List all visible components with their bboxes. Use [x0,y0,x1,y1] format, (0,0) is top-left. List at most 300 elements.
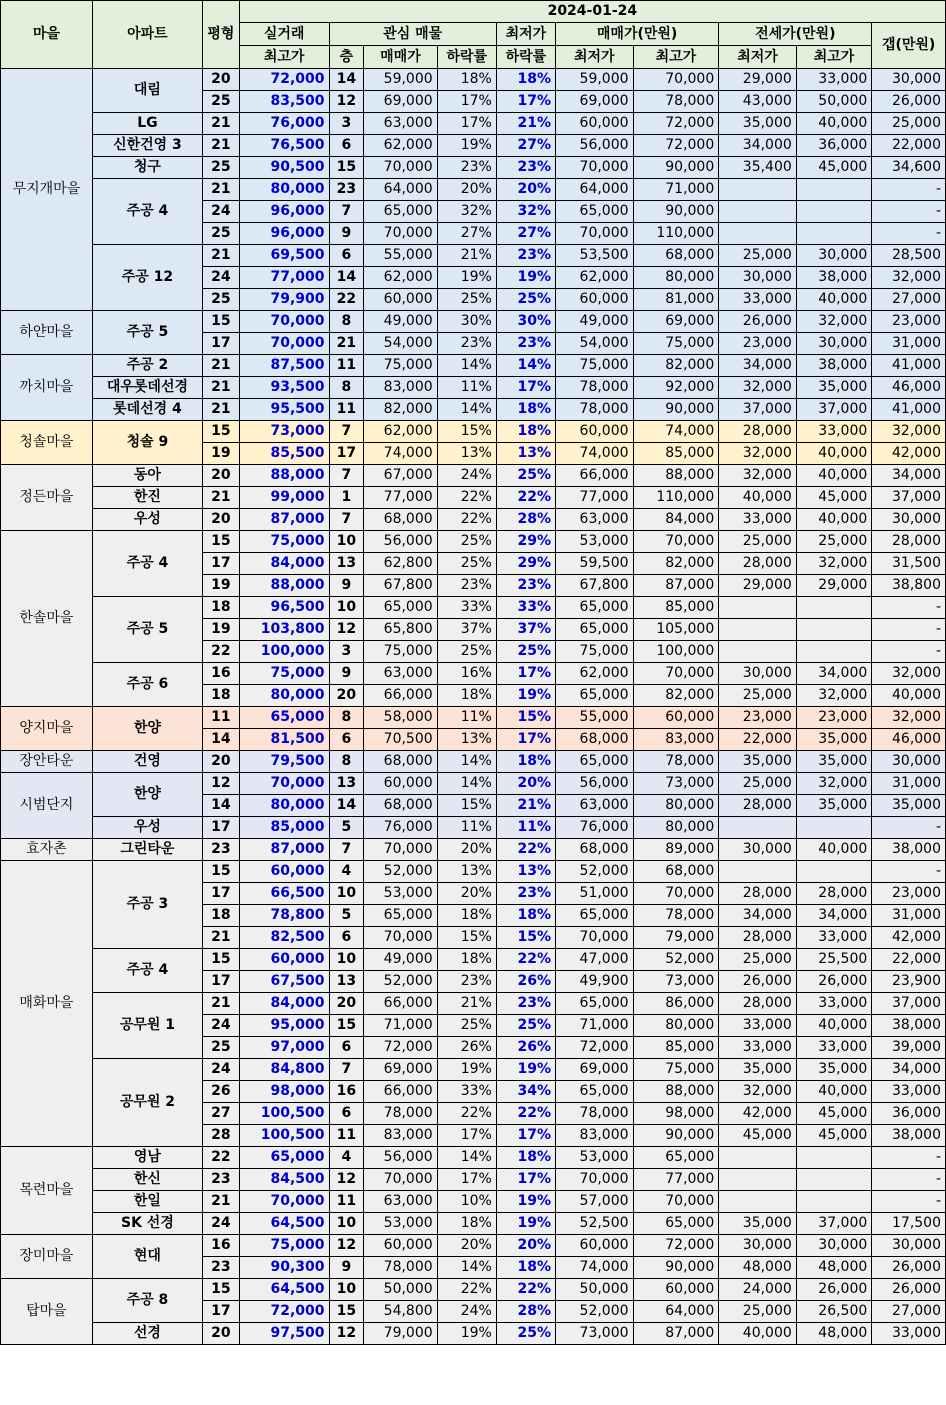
actual-max-cell: 78,800 [239,905,329,927]
sale-max-cell: 68,000 [633,245,719,267]
lowest-drop-rate-cell: 33% [496,597,555,619]
gap-cell: 36,000 [872,1103,946,1125]
sale-max-cell: 73,000 [633,971,719,993]
header-gap: 갭(만원) [872,23,946,69]
lowest-drop-rate-cell: 13% [496,443,555,465]
gap-cell: 32,000 [872,707,946,729]
sale-max-cell: 82,000 [633,685,719,707]
jeonse-max-cell: 34,000 [796,663,872,685]
jeonse-min-cell [719,179,797,201]
actual-max-cell: 76,000 [239,113,329,135]
lowest-drop-rate-cell: 23% [496,883,555,905]
drop-rate-cell: 19% [437,1059,496,1081]
sale-min-cell: 51,000 [556,883,634,905]
sale-max-cell: 80,000 [633,795,719,817]
lowest-drop-rate-cell: 29% [496,531,555,553]
pyeong-cell: 18 [203,905,240,927]
apartment-cell: 청구 [92,157,202,179]
gap-cell: 34,600 [872,157,946,179]
jeonse-min-cell: 23,000 [719,707,797,729]
actual-max-cell: 75,000 [239,531,329,553]
gap-cell: 34,000 [872,1059,946,1081]
table-row [1,839,946,861]
apartment-cell: 공무원 2 [92,1059,202,1147]
sale-price-cell: 56,000 [364,1147,437,1169]
actual-max-cell: 100,500 [239,1103,329,1125]
lowest-drop-rate-cell: 17% [496,377,555,399]
apartment-cell: 한일 [92,1191,202,1213]
pyeong-cell: 18 [203,597,240,619]
pyeong-cell: 18 [203,685,240,707]
jeonse-max-cell [796,1147,872,1169]
sale-price-cell: 65,800 [364,619,437,641]
floor-cell: 15 [329,1301,364,1323]
drop-rate-cell: 15% [437,927,496,949]
drop-rate-cell: 10% [437,1191,496,1213]
sale-min-cell: 75,000 [556,355,634,377]
floor-cell: 8 [329,751,364,773]
gap-cell: 32,000 [872,421,946,443]
drop-rate-cell: 14% [437,751,496,773]
actual-max-cell: 64,500 [239,1279,329,1301]
actual-max-cell: 79,900 [239,289,329,311]
header-sale-range: 매매가(만원) [556,23,719,46]
apartment-cell: 선경 [92,1323,202,1345]
jeonse-max-cell [796,223,872,245]
sale-min-cell: 47,000 [556,949,634,971]
apartment-cell: 공무원 1 [92,993,202,1059]
actual-max-cell: 99,000 [239,487,329,509]
lowest-drop-rate-cell: 22% [496,1103,555,1125]
floor-cell: 4 [329,861,364,883]
sale-min-cell: 75,000 [556,641,634,663]
pyeong-cell: 15 [203,949,240,971]
actual-max-cell: 100,500 [239,1125,329,1147]
gap-cell: 42,000 [872,927,946,949]
lowest-drop-rate-cell: 22% [496,487,555,509]
sale-price-cell: 69,000 [364,1059,437,1081]
jeonse-min-cell: 35,400 [719,157,797,179]
jeonse-max-cell [796,619,872,641]
pyeong-cell: 15 [203,531,240,553]
jeonse-max-cell: 32,000 [796,773,872,795]
apartment-cell: LG [92,113,202,135]
drop-rate-cell: 24% [437,1301,496,1323]
floor-cell: 6 [329,135,364,157]
jeonse-max-cell: 40,000 [796,465,872,487]
floor-cell: 13 [329,553,364,575]
pyeong-cell: 25 [203,1037,240,1059]
jeonse-min-cell: 25,000 [719,531,797,553]
jeonse-min-cell: 34,000 [719,355,797,377]
table-row [1,157,946,179]
pyeong-cell: 22 [203,1147,240,1169]
sale-max-cell: 85,000 [633,597,719,619]
sale-max-cell: 110,000 [633,487,719,509]
lowest-drop-rate-cell: 15% [496,927,555,949]
jeonse-min-cell [719,597,797,619]
gap-cell: 33,000 [872,1323,946,1345]
sale-price-cell: 66,000 [364,685,437,707]
jeonse-max-cell: 33,000 [796,69,872,91]
jeonse-max-cell: 28,000 [796,883,872,905]
floor-cell: 6 [329,1103,364,1125]
sale-min-cell: 54,000 [556,333,634,355]
gap-cell: 23,000 [872,883,946,905]
sale-price-cell: 60,000 [364,289,437,311]
apartment-cell: 신한건영 3 [92,135,202,157]
jeonse-max-cell [796,817,872,839]
lowest-drop-rate-cell: 18% [496,399,555,421]
lowest-drop-rate-cell: 19% [496,267,555,289]
lowest-drop-rate-cell: 18% [496,905,555,927]
table-row [1,597,946,619]
header-sale-min: 최저가 [556,46,634,69]
floor-cell: 20 [329,685,364,707]
lowest-drop-rate-cell: 23% [496,245,555,267]
floor-cell: 1 [329,487,364,509]
gap-cell: 37,000 [872,487,946,509]
floor-cell: 11 [329,355,364,377]
village-cell: 장안타운 [1,751,93,773]
header-pyeong: 평형 [203,1,240,69]
sale-price-cell: 63,000 [364,663,437,685]
village-cell: 정든마을 [1,465,93,531]
jeonse-min-cell [719,619,797,641]
sale-price-cell: 70,000 [364,223,437,245]
table-row [1,663,946,685]
floor-cell: 20 [329,993,364,1015]
jeonse-min-cell: 30,000 [719,839,797,861]
floor-cell: 7 [329,421,364,443]
actual-max-cell: 84,000 [239,553,329,575]
village-cell: 한솔마을 [1,531,93,707]
drop-rate-cell: 22% [437,509,496,531]
header-village: 마을 [1,1,93,69]
pyeong-cell: 20 [203,465,240,487]
jeonse-max-cell: 25,500 [796,949,872,971]
actual-max-cell: 96,000 [239,223,329,245]
table-row [1,707,946,729]
pyeong-cell: 20 [203,1323,240,1345]
sale-price-cell: 70,500 [364,729,437,751]
pyeong-cell: 24 [203,267,240,289]
jeonse-max-cell [796,201,872,223]
pyeong-cell: 21 [203,377,240,399]
gap-cell: 31,000 [872,333,946,355]
sale-price-cell: 65,000 [364,905,437,927]
pyeong-cell: 21 [203,245,240,267]
jeonse-min-cell [719,1191,797,1213]
table-row [1,465,946,487]
jeonse-min-cell [719,861,797,883]
sale-price-cell: 52,000 [364,861,437,883]
jeonse-min-cell: 28,000 [719,927,797,949]
gap-cell: 46,000 [872,729,946,751]
floor-cell: 8 [329,707,364,729]
jeonse-max-cell: 37,000 [796,399,872,421]
sale-max-cell: 70,000 [633,883,719,905]
drop-rate-cell: 18% [437,905,496,927]
sale-max-cell: 88,000 [633,1081,719,1103]
drop-rate-cell: 14% [437,399,496,421]
gap-cell: - [872,597,946,619]
sale-max-cell: 79,000 [633,927,719,949]
gap-cell: 38,000 [872,1125,946,1147]
lowest-drop-rate-cell: 23% [496,157,555,179]
drop-rate-cell: 13% [437,729,496,751]
sale-price-cell: 53,000 [364,883,437,905]
floor-cell: 12 [329,1169,364,1191]
lowest-drop-rate-cell: 23% [496,993,555,1015]
sale-price-cell: 62,000 [364,267,437,289]
floor-cell: 10 [329,531,364,553]
floor-cell: 6 [329,245,364,267]
floor-cell: 3 [329,113,364,135]
pyeong-cell: 19 [203,443,240,465]
actual-max-cell: 60,000 [239,861,329,883]
lowest-drop-rate-cell: 22% [496,949,555,971]
table-row [1,1235,946,1257]
jeonse-min-cell: 33,000 [719,509,797,531]
sale-min-cell: 69,000 [556,91,634,113]
sale-min-cell: 52,500 [556,1213,634,1235]
sale-max-cell: 90,000 [633,157,719,179]
header-sale-max: 최고가 [633,46,719,69]
sale-max-cell: 70,000 [633,663,719,685]
gap-cell: - [872,179,946,201]
gap-cell: - [872,817,946,839]
jeonse-min-cell: 25,000 [719,685,797,707]
gap-cell: 25,000 [872,113,946,135]
floor-cell: 12 [329,1235,364,1257]
lowest-drop-rate-cell: 22% [496,1279,555,1301]
floor-cell: 10 [329,949,364,971]
sale-min-cell: 67,800 [556,575,634,597]
sale-min-cell: 76,000 [556,817,634,839]
gap-cell: 17,500 [872,1213,946,1235]
pyeong-cell: 17 [203,971,240,993]
sale-min-cell: 72,000 [556,1037,634,1059]
jeonse-max-cell: 40,000 [796,1015,872,1037]
sale-max-cell: 77,000 [633,1169,719,1191]
sale-min-cell: 66,000 [556,465,634,487]
pyeong-cell: 15 [203,1279,240,1301]
lowest-drop-rate-cell: 34% [496,1081,555,1103]
jeonse-min-cell: 26,000 [719,971,797,993]
sale-max-cell: 73,000 [633,773,719,795]
sale-max-cell: 78,000 [633,751,719,773]
jeonse-min-cell [719,1147,797,1169]
village-cell: 탑마을 [1,1279,93,1345]
lowest-drop-rate-cell: 25% [496,465,555,487]
sale-price-cell: 65,000 [364,201,437,223]
sale-price-cell: 55,000 [364,245,437,267]
header-jeonse-min: 최저가 [719,46,797,69]
actual-max-cell: 84,500 [239,1169,329,1191]
sale-min-cell: 65,000 [556,619,634,641]
sale-max-cell: 84,000 [633,509,719,531]
table-row [1,861,946,883]
jeonse-max-cell: 35,000 [796,795,872,817]
pyeong-cell: 19 [203,575,240,597]
gap-cell: - [872,1191,946,1213]
actual-max-cell: 84,800 [239,1059,329,1081]
lowest-drop-rate-cell: 32% [496,201,555,223]
pyeong-cell: 12 [203,773,240,795]
drop-rate-cell: 20% [437,179,496,201]
pyeong-cell: 17 [203,1301,240,1323]
sale-min-cell: 70,000 [556,223,634,245]
drop-rate-cell: 25% [437,531,496,553]
actual-max-cell: 85,000 [239,817,329,839]
sale-max-cell: 72,000 [633,113,719,135]
sale-price-cell: 78,000 [364,1103,437,1125]
drop-rate-cell: 19% [437,135,496,157]
floor-cell: 7 [329,201,364,223]
jeonse-max-cell: 36,000 [796,135,872,157]
actual-max-cell: 72,000 [239,69,329,91]
floor-cell: 8 [329,377,364,399]
sale-price-cell: 75,000 [364,641,437,663]
sale-min-cell: 68,000 [556,839,634,861]
village-cell: 시범단지 [1,773,93,839]
pyeong-cell: 24 [203,201,240,223]
village-cell: 청솔마을 [1,421,93,465]
actual-max-cell: 70,000 [239,311,329,333]
jeonse-min-cell: 29,000 [719,575,797,597]
drop-rate-cell: 17% [437,1169,496,1191]
sale-min-cell: 65,000 [556,905,634,927]
sale-max-cell: 74,000 [633,421,719,443]
header-jeonse-max: 최고가 [796,46,872,69]
jeonse-min-cell: 45,000 [719,1125,797,1147]
lowest-drop-rate-cell: 23% [496,333,555,355]
header-floor: 층 [329,46,364,69]
drop-rate-cell: 27% [437,223,496,245]
table-row [1,751,946,773]
apartment-cell: 주공 6 [92,663,202,707]
apartment-cell: 주공 4 [92,531,202,597]
jeonse-max-cell: 35,000 [796,729,872,751]
actual-max-cell: 72,000 [239,1301,329,1323]
actual-max-cell: 75,000 [239,1235,329,1257]
apartment-cell: 청솔 9 [92,421,202,465]
actual-max-cell: 85,500 [239,443,329,465]
sale-min-cell: 78,000 [556,399,634,421]
sale-max-cell: 87,000 [633,575,719,597]
jeonse-min-cell: 28,000 [719,883,797,905]
table-row [1,487,946,509]
actual-max-cell: 90,500 [239,157,329,179]
sale-min-cell: 60,000 [556,421,634,443]
pyeong-cell: 21 [203,399,240,421]
table-row [1,993,946,1015]
floor-cell: 10 [329,1279,364,1301]
floor-cell: 23 [329,179,364,201]
apartment-cell: 주공 5 [92,597,202,663]
drop-rate-cell: 18% [437,1213,496,1235]
pyeong-cell: 21 [203,135,240,157]
actual-max-cell: 87,000 [239,509,329,531]
jeonse-max-cell [796,597,872,619]
sale-max-cell: 81,000 [633,289,719,311]
gap-cell: - [872,619,946,641]
header-actual-max: 최고가 [239,46,329,69]
gap-cell: 23,000 [872,311,946,333]
jeonse-max-cell: 32,000 [796,553,872,575]
lowest-drop-rate-cell: 28% [496,1301,555,1323]
actual-max-cell: 93,500 [239,377,329,399]
sale-price-cell: 52,000 [364,971,437,993]
gap-cell: 26,000 [872,1257,946,1279]
floor-cell: 12 [329,1323,364,1345]
actual-max-cell: 96,500 [239,597,329,619]
sale-price-cell: 70,000 [364,927,437,949]
gap-cell: 31,000 [872,773,946,795]
jeonse-max-cell [796,1169,872,1191]
gap-cell: 32,000 [872,267,946,289]
jeonse-min-cell: 40,000 [719,487,797,509]
pyeong-cell: 17 [203,333,240,355]
sale-price-cell: 71,000 [364,1015,437,1037]
sale-price-cell: 83,000 [364,1125,437,1147]
table-row [1,69,946,91]
jeonse-min-cell: 35,000 [719,751,797,773]
jeonse-min-cell: 30,000 [719,267,797,289]
lowest-drop-rate-cell: 19% [496,685,555,707]
apartment-cell: 주공 8 [92,1279,202,1323]
jeonse-max-cell: 35,000 [796,751,872,773]
lowest-drop-rate-cell: 25% [496,1323,555,1345]
floor-cell: 3 [329,641,364,663]
sale-min-cell: 60,000 [556,113,634,135]
sale-price-cell: 60,000 [364,1235,437,1257]
sale-min-cell: 78,000 [556,377,634,399]
actual-max-cell: 70,000 [239,1191,329,1213]
jeonse-min-cell: 28,000 [719,421,797,443]
gap-cell: 27,000 [872,289,946,311]
gap-cell: 33,000 [872,1081,946,1103]
drop-rate-cell: 26% [437,1037,496,1059]
floor-cell: 13 [329,971,364,993]
pyeong-cell: 17 [203,553,240,575]
pyeong-cell: 16 [203,663,240,685]
sale-min-cell: 53,000 [556,1147,634,1169]
actual-max-cell: 73,000 [239,421,329,443]
apartment-cell: 주공 4 [92,179,202,245]
lowest-drop-rate-cell: 18% [496,69,555,91]
sale-price-cell: 60,000 [364,773,437,795]
pyeong-cell: 24 [203,1213,240,1235]
pyeong-cell: 20 [203,69,240,91]
floor-cell: 10 [329,597,364,619]
floor-cell: 16 [329,1081,364,1103]
lowest-drop-rate-cell: 19% [496,1213,555,1235]
sale-min-cell: 65,000 [556,597,634,619]
drop-rate-cell: 18% [437,949,496,971]
header-lowest-top: 최저가 [496,23,555,46]
sale-min-cell: 74,000 [556,1257,634,1279]
lowest-drop-rate-cell: 18% [496,751,555,773]
floor-cell: 11 [329,399,364,421]
gap-cell: 41,000 [872,399,946,421]
table-row [1,1191,946,1213]
actual-max-cell: 79,500 [239,751,329,773]
jeonse-max-cell: 40,000 [796,1081,872,1103]
floor-cell: 15 [329,1015,364,1037]
gap-cell: 31,000 [872,905,946,927]
